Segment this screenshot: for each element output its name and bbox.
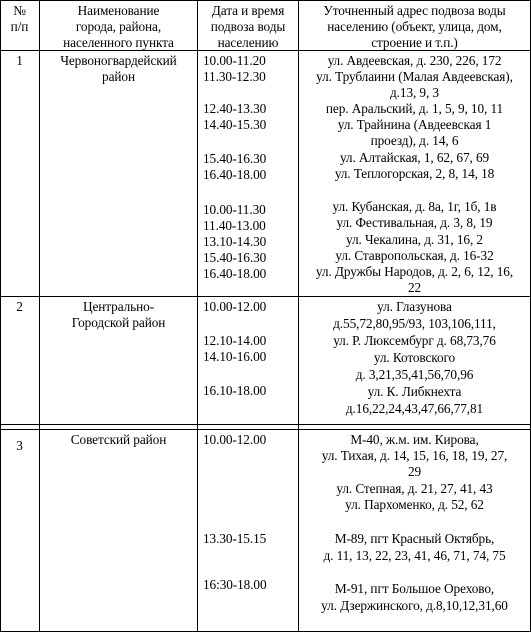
- time-slot: 14.40-15.30: [203, 117, 267, 132]
- address-line: пер. Аральский, д. 1, 5, 9, 10, 11: [325, 101, 504, 116]
- time-slot: 11.40-13.00: [203, 218, 266, 233]
- address-line: ул. Чекалина, д. 31, 16, 2: [346, 232, 483, 247]
- address-line: ул. Трублаини (Малая Авдеевская),: [316, 69, 513, 84]
- header-num: № п/п: [10, 3, 29, 34]
- address-line: М-91, пгт Большое Орехово,: [334, 581, 495, 596]
- time-slot: 16.10-18.00: [203, 383, 267, 398]
- time-slot: 13.30-15.15: [203, 531, 267, 546]
- time-slot: 10.00-12.00: [203, 432, 267, 447]
- time-slot: 11.30-12.30: [203, 69, 266, 84]
- address-line: ул. Трайнина (Авдеевская 1: [337, 117, 492, 132]
- time-slot: 16:30-18.00: [203, 577, 267, 592]
- address-line: ул. Пархоменко, д. 52, 62: [345, 497, 484, 512]
- address-line: д.55,72,80,95/93, 103,106,111,: [333, 316, 496, 331]
- address-line: ул. Фестивальная, д. 3, 8, 19: [336, 215, 493, 230]
- address-line: д. 3,21,35,41,56,70,96: [355, 367, 474, 382]
- address-line: ул. Р. Люксембург д. 68,73,76: [333, 333, 496, 348]
- address-line: ул. К. Либкнехта: [367, 384, 462, 399]
- header-time: Дата и время подвоза воды населению: [210, 3, 286, 50]
- header-address: Уточненный адрес подвоза воды населению (объект, улица, дом, строение и т.п.): [323, 3, 506, 50]
- table-border-left: [0, 0, 1, 632]
- address-line: ул. Тихая, д. 14, 15, 16, 18, 19, 27,: [321, 448, 508, 463]
- row-1-num: 1: [16, 53, 23, 68]
- address-line: д. 11, 13, 22, 23, 41, 46, 71, 74, 75: [323, 548, 506, 563]
- row-2-name: Центрально- Городской район: [71, 299, 166, 330]
- row-divider: [0, 296, 531, 297]
- address-line: проезд), д. 14, 6: [370, 133, 459, 148]
- time-slot: 10.00-11.20: [203, 53, 266, 68]
- time-slot: 10.00-11.30: [203, 202, 266, 217]
- table-border-top: [0, 0, 531, 1]
- address-line: ул. Глазунова: [377, 299, 452, 314]
- address-line: д.16,22,24,43,47,66,77,81: [345, 401, 484, 416]
- time-slot: 14.10-16.00: [203, 349, 267, 364]
- time-slot: 12.40-13.30: [203, 101, 267, 116]
- address-line: ул. Ставропольская, д. 16-32: [335, 248, 494, 263]
- row-3-num: 3: [16, 438, 23, 453]
- address-line: ул. Авдеевская, д. 230, 226, 172: [327, 53, 502, 68]
- time-slot: 16.40-18.00: [203, 266, 267, 281]
- row-3-name: Советский район: [70, 432, 167, 447]
- row-divider: [0, 429, 531, 430]
- address-line: ул. Теплогорская, 2, 8, 14, 18: [334, 166, 495, 181]
- address-line: 22: [407, 280, 422, 295]
- address-line: ул. Степная, д. 21, 27, 41, 43: [336, 481, 493, 496]
- row-2-num: 2: [16, 299, 23, 314]
- address-line: ул. Кубанская, д. 8а, 1г, 1б, 1в: [332, 199, 497, 214]
- address-line: М-40, ж.м. им. Кирова,: [350, 432, 479, 447]
- time-slot: 16.40-18.00: [203, 167, 267, 182]
- time-slot: 15.40-16.30: [203, 151, 267, 166]
- address-line: М-89, пгт Красный Октябрь,: [334, 531, 495, 546]
- time-slot: 15.40-16.30: [203, 250, 267, 265]
- time-slot: 10.00-12.00: [203, 299, 267, 314]
- header-name: Наименование города, района, населенного пункта: [63, 3, 174, 50]
- row-1-name: Червоногвардейский район: [60, 53, 177, 84]
- address-line: ул. Дзержинского, д.8,10,12,31,60: [321, 598, 508, 613]
- time-slot: 13.10-14.30: [203, 234, 267, 249]
- address-line: д.13, 9, 3: [390, 85, 439, 100]
- address-line: ул. Алтайская, 1, 62, 67, 69: [339, 150, 490, 165]
- row-divider: [0, 424, 531, 425]
- column-divider: [197, 0, 198, 632]
- address-line: ул. Дружбы Народов, д. 2, 6, 12, 16,: [315, 264, 514, 279]
- address-line: ул. Котовского: [373, 350, 456, 365]
- address-line: 29: [407, 464, 422, 479]
- time-slot: 12.10-14.00: [203, 333, 267, 348]
